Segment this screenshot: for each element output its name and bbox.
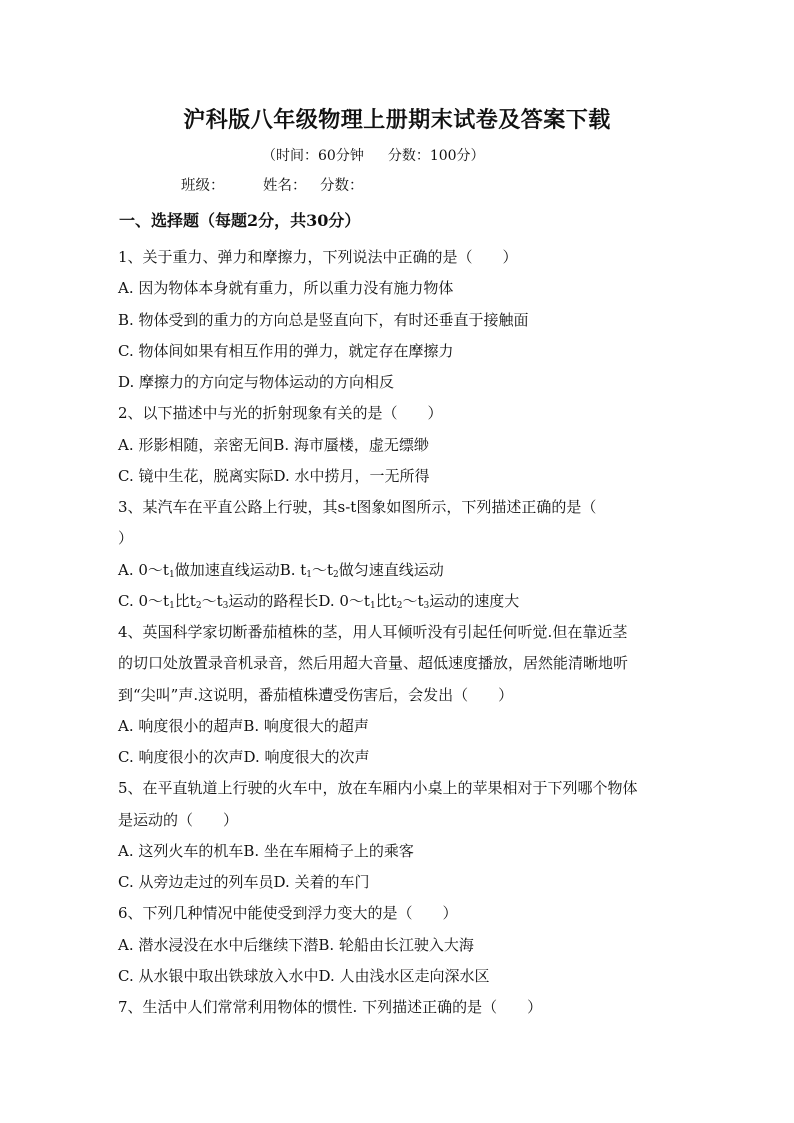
question-5-options-ab: A. 这列火车的机车B. 坐在车厢椅子上的乘客 xyxy=(118,842,414,860)
class-label: 班级： xyxy=(181,178,225,194)
question-2-options-ab: A. 形影相随，亲密无间B. 海市蜃楼，虚无缥缈 xyxy=(118,436,429,454)
question-4-stem-line-3: 到“尖叫”声.这说明，番茄植株遭受伤害后，会发出（ ） xyxy=(118,686,514,704)
score-label: 分数：100分） xyxy=(387,148,485,164)
question-1-option-d: D. 摩擦力的方向定与物体运动的方向相反 xyxy=(118,373,395,391)
points-label: 分数： xyxy=(320,178,364,194)
question-2-stem: 2、以下描述中与光的折射现象有关的是（ ） xyxy=(118,404,443,422)
question-6-options-cd: C. 从水银中取出铁球放入水中D. 人由浅水区走向深水区 xyxy=(118,967,490,985)
question-5-stem-line-2: 是运动的（ ） xyxy=(118,811,239,829)
question-3-options-cd: C. $0\sim t_1$比$t_2\sim t_3$运动的路程长D. $0\sim t_1$比$t_2\sim t_3$运动的速度大 xyxy=(118,592,520,611)
question-5-options-cd: C. 从旁边走过的列车员D. 关着的车门 xyxy=(118,873,370,891)
question-4-options-ab: A. 响度很小的超声B. 响度很大的超声 xyxy=(118,717,369,735)
question-1-option-c: C. 物体间如果有相互作用的弹力，就定存在摩擦力 xyxy=(118,342,454,360)
question-3-stem: 3、某汽车在平直公路上行驶，其s-t图象如图所示，下列描述正确的是（ xyxy=(118,498,597,516)
question-1-stem: 1、关于重力、弹力和摩擦力，下列说法中正确的是（ ） xyxy=(118,248,518,266)
question-4-options-cd: C. 响度很小的次声D. 响度很大的次声 xyxy=(118,748,370,766)
name-label: 姓名： xyxy=(263,178,307,194)
question-1-option-b: B. 物体受到的重力的方向总是竖直向下，有时还垂直于接触面 xyxy=(118,311,529,329)
exam-info xyxy=(262,145,485,165)
question-4-stem-line-1: 4、英国科学家切断番茄植株的茎，用人耳倾听没有引起任何听觉.但在靠近茎 xyxy=(118,623,628,641)
question-6-options-ab: A. 潜水浸没在水中后继续下潜B. 轮船由长江驶入大海 xyxy=(118,936,474,954)
question-4-stem-line-2: 的切口处放置录音机录音，然后用超大音量、超低速度播放，居然能清晰地听 xyxy=(118,654,629,672)
question-7-stem: 7、生活中人们常常利用物体的惯性. 下列描述正确的是（ ） xyxy=(118,998,543,1016)
document-title: 沪科版八年级物理上册期末试卷及答案下载 xyxy=(183,107,611,133)
question-2-options-cd: C. 镜中生花，脱离实际D. 水中捞月，一无所得 xyxy=(118,467,430,485)
time-label: （时间：60分钟 xyxy=(262,148,364,164)
student-info xyxy=(181,174,364,195)
question-5-stem-line-1: 5、在平直轨道上行驶的火车中，放在车厢内小桌上的苹果相对于下列哪个物体 xyxy=(118,779,638,797)
question-6-stem: 6、下列几种情况中能使受到浮力变大的是（ ） xyxy=(118,904,458,922)
question-1-option-a: A. 因为物体本身就有重力，所以重力没有施力物体 xyxy=(118,279,454,297)
section-heading: 一、选择题（每题2分，共30分） xyxy=(119,211,361,230)
question-3-stem-end: ） xyxy=(118,529,134,547)
question-3-options-ab: A. $0\sim t_1$做加速直线运动B. $t_1\sim t_2$做匀速直线运动 xyxy=(118,561,444,580)
